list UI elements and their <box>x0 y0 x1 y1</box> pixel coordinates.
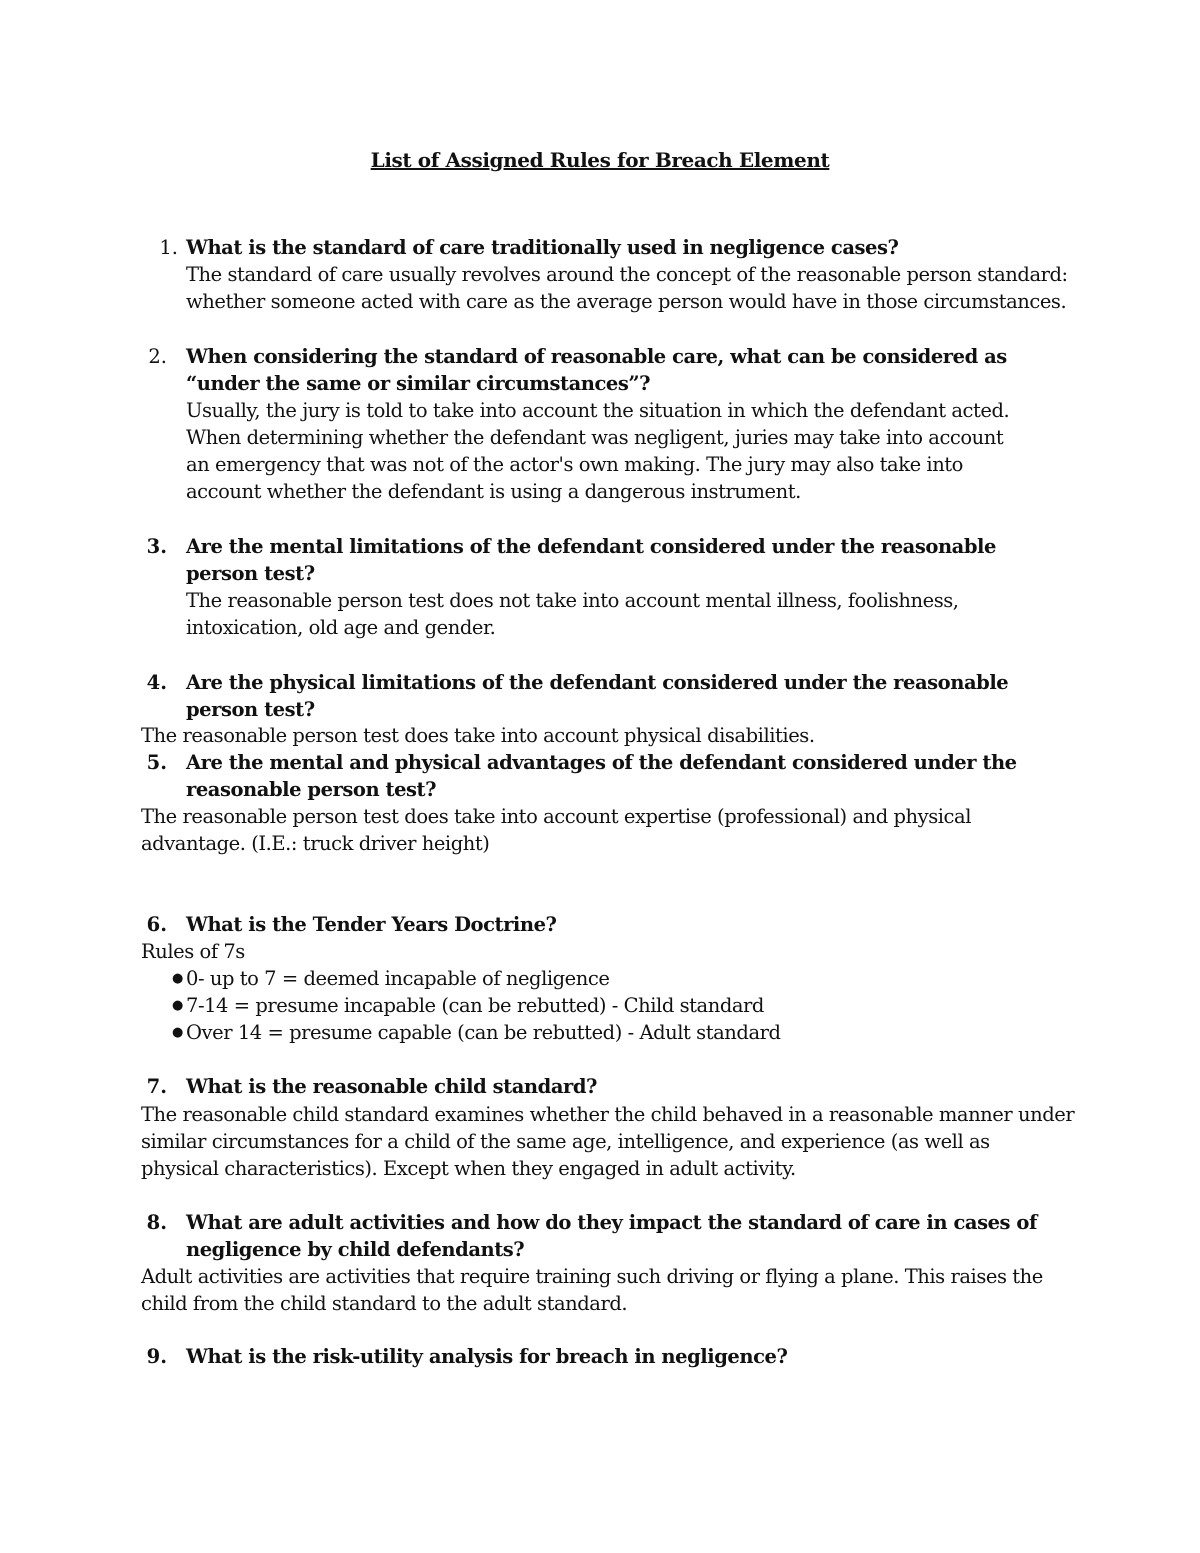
item-number: 9. <box>146 1345 167 1368</box>
answer-text: whether someone acted with care as the average person would have in those circumstances. <box>186 290 1067 313</box>
answer-text: Adult activities are activities that require training such driving or flying a plane. This raises the <box>141 1265 1043 1288</box>
bullet-text: 0- up to 7 = deemed incapable of negligence <box>186 967 610 990</box>
answer-text: intoxication, old age and gender. <box>186 616 496 639</box>
question-text: When considering the standard of reasonable care, what can be considered as <box>186 345 1007 368</box>
question-text: What is the reasonable child standard? <box>186 1075 598 1098</box>
item-number: 6. <box>146 913 167 936</box>
question-text: person test? <box>186 698 315 721</box>
item-number: 5. <box>146 751 167 774</box>
answer-text: The reasonable child standard examines whether the child behaved in a reasonable manner under <box>141 1103 1075 1126</box>
answer-text: similar circumstances for a child of the same age, intelligence, and experience (as well as <box>141 1130 990 1153</box>
item-number: 4. <box>146 671 167 694</box>
question-text: “under the same or similar circumstances”? <box>186 372 651 395</box>
bullet-icon: ● <box>172 971 184 986</box>
question-text: negligence by child defendants? <box>186 1238 525 1261</box>
item-number: 1. <box>159 236 178 259</box>
question-text: Are the mental and physical advantages of the defendant considered under the <box>186 751 1017 774</box>
question-text: What is the Tender Years Doctrine? <box>186 913 557 936</box>
question-text: What is the risk-utility analysis for breach in negligence? <box>186 1345 788 1368</box>
question-text: What is the standard of care traditionally used in negligence cases? <box>186 236 899 259</box>
bullet-text: Over 14 = presume capable (can be rebutted) - Adult standard <box>186 1021 781 1044</box>
answer-text: child from the child standard to the adult standard. <box>141 1292 628 1315</box>
answer-text: Rules of 7s <box>141 940 245 963</box>
bullet-text: 7-14 = presume incapable (can be rebutted) - Child standard <box>186 994 764 1017</box>
question-text: Are the mental limitations of the defendant considered under the reasonable <box>186 535 996 558</box>
answer-text: an emergency that was not of the actor's own making. The jury may also take into <box>186 453 963 476</box>
answer-text: When determining whether the defendant was negligent, juries may take into account <box>186 426 1004 449</box>
question-text: Are the physical limitations of the defendant considered under the reasonable <box>186 671 1009 694</box>
item-number: 3. <box>146 535 167 558</box>
bullet-icon: ● <box>172 998 184 1013</box>
answer-text: The standard of care usually revolves around the concept of the reasonable person standard: <box>186 263 1068 286</box>
item-number: 2. <box>148 345 167 368</box>
question-text: reasonable person test? <box>186 778 437 801</box>
page-title: List of Assigned Rules for Breach Element <box>370 148 830 172</box>
question-text: person test? <box>186 562 315 585</box>
answer-text: physical characteristics). Except when they engaged in adult activity. <box>141 1157 796 1180</box>
answer-text: The reasonable person test does not take into account mental illness, foolishness, <box>186 589 959 612</box>
bullet-icon: ● <box>172 1025 184 1040</box>
answer-text: account whether the defendant is using a dangerous instrument. <box>186 480 801 503</box>
answer-text: advantage. (I.E.: truck driver height) <box>141 832 490 855</box>
item-number: 7. <box>146 1075 167 1098</box>
answer-text: Usually, the jury is told to take into account the situation in which the defendant acted. <box>186 399 1010 422</box>
question-text: What are adult activities and how do they impact the standard of care in cases of <box>186 1211 1037 1234</box>
item-number: 8. <box>146 1211 167 1234</box>
answer-text: The reasonable person test does take into account physical disabilities. <box>141 724 815 747</box>
answer-text: The reasonable person test does take into account expertise (professional) and physical <box>141 805 971 828</box>
